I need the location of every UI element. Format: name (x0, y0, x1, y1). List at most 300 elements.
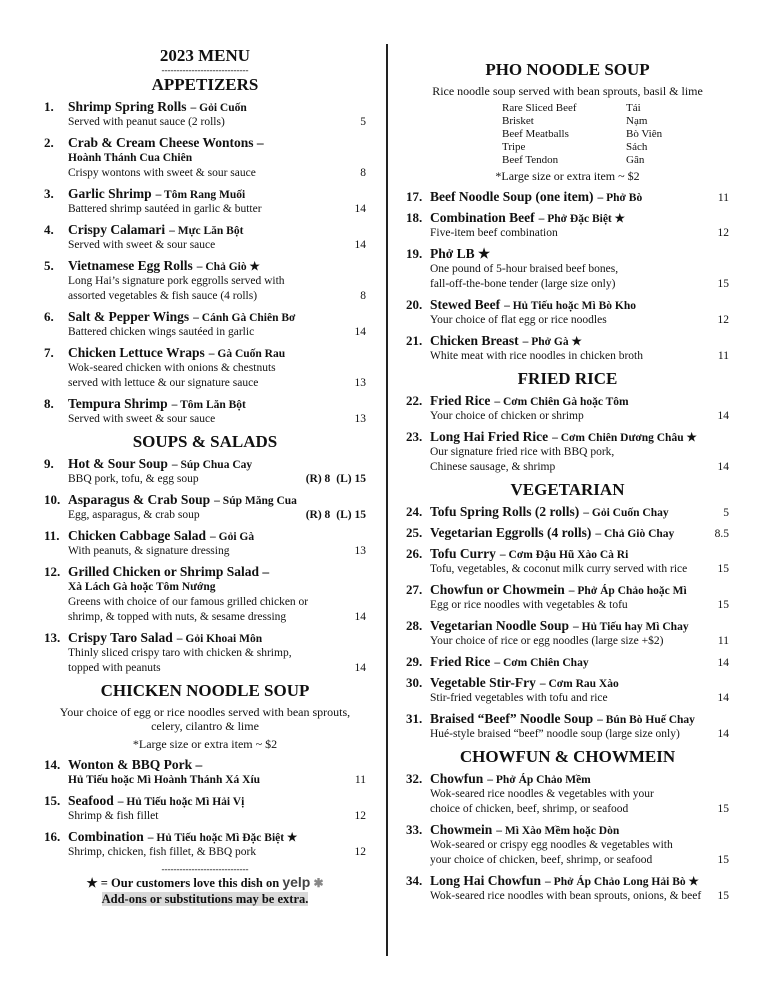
menu-item-header (406, 210, 729, 226)
item-description (406, 727, 729, 742)
item-price: 14 (717, 410, 729, 422)
menu-item (406, 873, 729, 904)
item-vietnamese-name: Hủ Tiếu hoặc Mì Hoành Thánh Xá Xíu (68, 774, 261, 786)
item-vietnamese-name: – Gỏi Gà (210, 531, 255, 543)
menu-item (406, 333, 729, 364)
item-number: 22. (406, 393, 423, 408)
item-vietnamese-name: – Súp Măng Cua (214, 495, 297, 507)
menu-item-header (406, 675, 729, 691)
item-description-line: Thinly sliced crispy taro with chicken & shrimp, (68, 647, 292, 659)
item-description (406, 277, 729, 292)
menu-item (406, 822, 729, 868)
pho-cut-vietnamese: Bò Viên (626, 128, 663, 140)
item-description (44, 544, 366, 559)
section-title-vegetarian: VEGETARIAN (510, 480, 625, 499)
menu-item-header (406, 582, 729, 598)
item-number: 2. (44, 135, 54, 150)
item-number: 14. (44, 757, 61, 772)
menu-item (44, 99, 366, 130)
item-name: Vegetarian Noodle Soup (430, 618, 570, 633)
menu-item-header (44, 345, 366, 361)
item-price: 14 (717, 657, 729, 669)
menu-item-header (406, 246, 729, 262)
item-description (406, 445, 729, 460)
item-price: 15 (717, 803, 729, 815)
left-column (44, 40, 366, 907)
item-vietnamese-name: – Gỏi Cuốn Chay (583, 507, 669, 519)
item-number: 12. (44, 564, 61, 579)
vegetarian-list (406, 504, 729, 742)
menu-item (406, 582, 729, 613)
item-description (44, 472, 366, 487)
item-number: 24. (406, 504, 423, 519)
item-vietnamese-name: – Mì Xào Mềm hoặc Dòn (496, 825, 620, 837)
menu-item-header (44, 757, 366, 773)
item-price: 11 (354, 774, 366, 786)
item-description-line: Wok-seared chicken with onions & chestnuts (68, 362, 276, 374)
item-vietnamese-name: Xà Lách Gà hoặc Tôm Nướng (68, 581, 216, 593)
menu-item (44, 258, 366, 304)
menu-item (406, 210, 729, 241)
item-description (44, 115, 366, 130)
pho-subtitle: Rice noodle soup served with bean sprouts, basil & lime (432, 84, 703, 98)
item-description-line: Egg, asparagus, & crab soup (68, 509, 200, 521)
item-price: 14 (354, 239, 366, 251)
item-vietnamese-name: – Hủ Tiếu hoặc Mì Bò Kho (504, 300, 636, 312)
item-vietnamese-name: – Chả Giò ★ (196, 261, 260, 273)
item-vietnamese-name: – Hủ Tiếu hoặc Mì Đặc Biệt ★ (147, 832, 298, 844)
menu-item (44, 829, 366, 860)
item-number: 3. (44, 186, 54, 201)
item-number: 26. (406, 546, 423, 561)
item-name: Vegetarian Eggrolls (4 rolls) (430, 525, 592, 540)
item-number: 5. (44, 258, 54, 273)
item-price-sizes (306, 472, 366, 487)
menu-item-header (44, 186, 366, 202)
item-description-line: Five-item beef combination (430, 227, 558, 239)
section-title-soups-salads: SOUPS & SALADS (132, 432, 278, 451)
item-vietnamese-name: – Cơm Rau Xào (539, 678, 619, 690)
item-price: 14 (717, 728, 729, 740)
item-name: Garlic Shrimp (68, 186, 152, 201)
item-vietnamese-name: – Bún Bò Huế Chay (597, 714, 695, 726)
pho-cut-row (502, 141, 729, 154)
menu-item-header (406, 525, 729, 541)
menu-item (44, 492, 366, 523)
pho-list (406, 189, 729, 364)
menu-item (406, 654, 729, 670)
item-description (406, 802, 729, 817)
item-number: 29. (406, 654, 423, 669)
item-price: 14 (354, 662, 366, 674)
footer-addons-note: Add-ons or substitutions may be extra. (101, 892, 309, 906)
item-name: Chowmein (430, 822, 493, 837)
item-name: Crispy Calamari (68, 222, 166, 237)
item-description (44, 809, 366, 824)
item-name: Chowfun or Chowmein (430, 582, 565, 597)
item-description-line: Served with peanut sauce (2 rolls) (68, 116, 225, 128)
item-name: Hot & Sour Soup (68, 456, 168, 471)
pho-cut-english: Brisket (502, 115, 534, 127)
item-vietnamese-name: – Cơm Đậu Hũ Xào Cà Ri (499, 549, 629, 561)
price-regular: (R) 8 (305, 473, 331, 485)
pho-cut-vietnamese: Nạm (626, 115, 648, 127)
item-description (44, 661, 366, 676)
item-number: 32. (406, 771, 423, 786)
item-number: 11. (44, 528, 60, 543)
menu-item-header (44, 396, 366, 412)
yelp-burst-icon: ✱ (313, 876, 324, 890)
menu-item-header (44, 456, 366, 472)
item-name: Fried Rice (430, 654, 491, 669)
item-description-line: BBQ pork, tofu, & egg soup (68, 473, 199, 485)
item-name: Combination Beef (430, 210, 535, 225)
item-description-line: Egg or rice noodles with vegetables & tofu (430, 599, 628, 611)
item-description-line: your choice of chicken, beef, shrimp, or seafood (430, 854, 653, 866)
item-description (406, 409, 729, 424)
item-price: 13 (354, 545, 366, 557)
item-description (406, 460, 729, 475)
item-description (44, 595, 366, 610)
chicken-soup-subtitle-1: Your choice of egg or rice noodles served with bean sprouts, (59, 705, 351, 719)
price-regular: (R) 8 (305, 509, 331, 521)
menu-item-header (406, 333, 729, 349)
item-vietnamese-name: Hoành Thánh Cua Chiên (68, 152, 193, 164)
item-number: 23. (406, 429, 423, 444)
item-price-sizes (306, 508, 366, 523)
item-description (44, 845, 366, 860)
item-description (44, 412, 366, 427)
item-number: 9. (44, 456, 54, 471)
item-price: 8.5 (714, 528, 729, 540)
item-description (44, 274, 366, 289)
item-name: Seafood (68, 793, 114, 808)
item-price: 14 (354, 326, 366, 338)
item-name: Combination (68, 829, 144, 844)
item-price: 15 (717, 854, 729, 866)
item-number: 16. (44, 829, 61, 844)
menu-item-header (44, 222, 366, 238)
menu-item-header (406, 429, 729, 445)
item-name: Wonton & BBQ Pork – (68, 757, 203, 772)
menu-item-header (44, 564, 366, 580)
menu-item (44, 528, 366, 559)
item-name: Shrimp Spring Rolls (68, 99, 187, 114)
item-description-line: Your choice of rice or egg noodles (large size +$2) (430, 635, 664, 647)
menu-item-header (406, 822, 729, 838)
menu-item (44, 564, 366, 625)
section-title-fried-rice: FRIED RICE (517, 369, 618, 388)
footer (44, 874, 366, 907)
menu-item (44, 186, 366, 217)
item-description-line: Chinese sausage, & shrimp (430, 461, 556, 473)
item-number: 34. (406, 873, 423, 888)
menu-item-header (44, 793, 366, 809)
menu-item-header (406, 297, 729, 313)
item-description (406, 226, 729, 241)
menu-item (406, 189, 729, 205)
pho-cut-vietnamese: Sách (626, 141, 648, 153)
item-description (406, 838, 729, 853)
footer-dashes: ----------------------------- (161, 864, 249, 874)
item-description (406, 349, 729, 364)
item-number: 27. (406, 582, 423, 597)
menu-item-header (44, 309, 366, 325)
chicken-soup-note: *Large size or extra item ~ $2 (132, 737, 278, 751)
item-description (406, 598, 729, 613)
item-number: 10. (44, 492, 61, 507)
item-number: 30. (406, 675, 423, 690)
item-description (406, 262, 729, 277)
menu-item (44, 135, 366, 181)
menu-item-header (44, 528, 366, 544)
item-number: 25. (406, 525, 423, 540)
item-price: 11 (717, 192, 729, 204)
pho-cut-vietnamese: Tái (626, 102, 641, 114)
item-number: 8. (44, 396, 54, 411)
item-vietnamese-line (44, 151, 366, 166)
item-name: Chicken Lettuce Wraps (68, 345, 205, 360)
menu-item (406, 246, 729, 292)
item-description-line: Shrimp & fish fillet (68, 810, 159, 822)
item-description-line: Greens with choice of our famous grilled chicken or (68, 596, 309, 608)
price-large: (L) 15 (336, 473, 366, 485)
item-description-line: Your choice of flat egg or rice noodles (430, 314, 607, 326)
menu-item-header (44, 630, 366, 646)
pho-cuts-table (502, 102, 729, 167)
item-price: 11 (717, 350, 729, 362)
item-description (44, 202, 366, 217)
item-description-line: White meat with rice noodles in chicken broth (430, 350, 644, 362)
item-vietnamese-name: – Hủ Tiếu hay Mì Chay (573, 621, 689, 633)
section-title-pho: PHO NOODLE SOUP (485, 60, 650, 79)
item-number: 28. (406, 618, 423, 633)
menu-item-header (406, 504, 729, 520)
item-description (44, 325, 366, 340)
item-description (406, 853, 729, 868)
pho-cut-english: Rare Sliced Beef (502, 102, 577, 114)
item-number: 19. (406, 246, 423, 261)
appetizers-list (44, 99, 366, 427)
item-name: Asparagus & Crab Soup (68, 492, 211, 507)
item-vietnamese-name: – Cơm Chiên Gà hoặc Tôm (494, 396, 629, 408)
item-name: Tempura Shrimp (68, 396, 168, 411)
item-vietnamese-name: – Gỏi Cuốn (190, 102, 247, 114)
item-description-line: topped with peanuts (68, 662, 161, 674)
menu-item (406, 297, 729, 328)
menu-item (406, 771, 729, 817)
price-large: (L) 15 (336, 509, 366, 521)
item-description-line: Our signature fried rice with BBQ pork, (430, 446, 615, 458)
item-description-line: Served with sweet & sour sauce (68, 239, 216, 251)
item-price: 12 (354, 810, 366, 822)
item-description (406, 634, 729, 649)
item-price: 14 (354, 203, 366, 215)
menu-item (44, 757, 366, 788)
chicken-soup-list (44, 757, 366, 860)
item-description-line: Shrimp, chicken, fish fillet, & BBQ pork (68, 846, 257, 858)
item-vietnamese-name: – Cánh Gà Chiên Bơ (193, 312, 296, 324)
item-vietnamese-name: – Chả Giò Chay (595, 528, 675, 540)
item-price: 8 (360, 290, 366, 302)
item-name: Vegetable Stir-Fry (430, 675, 536, 690)
item-vietnamese-name: – Mực Lăn Bột (169, 225, 244, 237)
menu-item-header (406, 618, 729, 634)
pho-cut-vietnamese: Gân (626, 154, 645, 166)
menu-item-header (406, 711, 729, 727)
item-name: Salt & Pepper Wings (68, 309, 190, 324)
item-description (44, 361, 366, 376)
item-number: 18. (406, 210, 423, 225)
menu-item (44, 630, 366, 676)
item-description-line: Wok-seared rice noodles with bean sprouts, onions, & beef (430, 890, 702, 902)
item-description-line: Hué-style braised “beef” noodle soup (large size only) (430, 728, 680, 740)
item-name: Chicken Cabbage Salad (68, 528, 207, 543)
item-description-line: One pound of 5-hour braised beef bones, (430, 263, 619, 275)
pho-note: *Large size or extra item ~ $2 (495, 169, 640, 183)
item-vietnamese-name: – Phở Áp Chảo Mềm (487, 774, 591, 786)
item-price: 5 (723, 507, 729, 519)
title-underline: ----------------------------- (161, 65, 249, 75)
item-description-line: Long Hai’s signature pork eggrolls served with (68, 275, 285, 287)
item-price: 5 (360, 116, 366, 128)
menu-item-header (406, 654, 729, 670)
item-number: 21. (406, 333, 423, 348)
item-price: 15 (717, 278, 729, 290)
menu-item-header (44, 258, 366, 274)
menu-item-header (406, 546, 729, 562)
item-name: Braised “Beef” Noodle Soup (430, 711, 594, 726)
menu-item-header (406, 393, 729, 409)
item-number: 33. (406, 822, 423, 837)
item-description (44, 508, 366, 523)
item-description-line: Crispy wontons with sweet & sour sauce (68, 167, 256, 179)
item-price: 15 (717, 599, 729, 611)
item-vietnamese-name: – Gỏi Khoai Môn (176, 633, 263, 645)
item-description (44, 289, 366, 304)
item-description-line: Your choice of chicken or shrimp (430, 410, 584, 422)
item-price: 12 (717, 314, 729, 326)
menu-item-header (44, 829, 366, 845)
item-price: 12 (354, 846, 366, 858)
menu-item (406, 393, 729, 424)
item-name: Fried Rice (430, 393, 491, 408)
menu-item-header (44, 99, 366, 115)
column-divider (386, 44, 388, 956)
menu-item (406, 618, 729, 649)
item-name: Crab & Cream Cheese Wontons – (68, 135, 264, 150)
menu-item-header (406, 873, 729, 889)
soups-list (44, 456, 366, 676)
item-description (44, 376, 366, 391)
item-price: 14 (717, 692, 729, 704)
menu-item-header (44, 492, 366, 508)
item-description (44, 238, 366, 253)
item-price: 15 (717, 563, 729, 575)
item-name: Beef Noodle Soup (one item) (430, 189, 594, 204)
chowfun-list (406, 771, 729, 904)
item-price: 8 (360, 167, 366, 179)
pho-cut-english: Beef Tendon (502, 154, 559, 166)
item-name: Stewed Beef (430, 297, 501, 312)
item-name: Grilled Chicken or Shrimp Salad – (68, 564, 270, 579)
menu-item (406, 525, 729, 541)
pho-cut-row (502, 115, 729, 128)
item-vietnamese-name: – Tôm Rang Muối (155, 189, 246, 201)
menu-item (406, 504, 729, 520)
item-number: 7. (44, 345, 54, 360)
item-description (406, 889, 729, 904)
pho-cut-row (502, 154, 729, 167)
yelp-logo: yelp (282, 874, 311, 890)
item-name: Phở LB ★ (430, 246, 491, 261)
item-vietnamese-line (44, 773, 366, 788)
item-description-line: shrimp, & topped with nuts, & sesame dressing (68, 611, 287, 623)
pho-cut-row (502, 128, 729, 141)
item-name: Chicken Breast (430, 333, 519, 348)
menu-item (44, 793, 366, 824)
item-name: Chowfun (430, 771, 484, 786)
item-description (44, 166, 366, 181)
item-number: 1. (44, 99, 54, 114)
item-description (406, 562, 729, 577)
item-description-line: Wok-seared rice noodles & vegetables with your (430, 788, 654, 800)
item-price: 13 (354, 413, 366, 425)
item-description (406, 313, 729, 328)
item-description-line: With peanuts, & signature dressing (68, 545, 230, 557)
item-vietnamese-name: – Phở Đặc Biệt ★ (538, 213, 625, 225)
item-number: 4. (44, 222, 54, 237)
item-price: 13 (354, 377, 366, 389)
item-name: Long Hai Fried Rice (430, 429, 549, 444)
menu-item-header (406, 771, 729, 787)
item-vietnamese-name: – Phở Gà ★ (522, 336, 582, 348)
menu-title: 2023 MENU (159, 46, 251, 65)
footer-star-note: ★ = Our customers love this dish on (86, 876, 280, 890)
item-description-line: Tofu, vegetables, & coconut milk curry served with rice (430, 563, 688, 575)
pho-cut-english: Tripe (502, 141, 526, 153)
item-vietnamese-name: – Tôm Lăn Bột (171, 399, 246, 411)
item-description-line: assorted vegetables & fish sauce (4 rolls) (68, 290, 258, 302)
item-description-line: fall-off-the-bone tender (large size only) (430, 278, 616, 290)
item-name: Long Hai Chowfun (430, 873, 542, 888)
item-description-line: Stir-fried vegetables with tofu and rice (430, 692, 608, 704)
pho-cut-row (502, 102, 729, 115)
item-name: Tofu Spring Rolls (2 rolls) (430, 504, 580, 519)
section-title-chowfun-chowmein: CHOWFUN & CHOWMEIN (459, 747, 676, 766)
item-description-line: choice of chicken, beef, shrimp, or seafood (430, 803, 629, 815)
item-description (406, 787, 729, 802)
item-price: 14 (717, 461, 729, 473)
section-title-appetizers: APPETIZERS (151, 75, 259, 94)
menu-item (44, 456, 366, 487)
menu-item-header (44, 135, 366, 151)
menu-item (406, 711, 729, 742)
menu-item (406, 675, 729, 706)
menu-item (406, 546, 729, 577)
item-description-line: Wok-seared or crispy egg noodles & vegetables with (430, 839, 673, 851)
item-number: 20. (406, 297, 423, 312)
item-vietnamese-name: – Cơm Chiên Dương Châu ★ (552, 432, 697, 444)
item-description (44, 610, 366, 625)
item-name: Tofu Curry (430, 546, 496, 561)
item-description-line: served with lettuce & our signature sauce (68, 377, 259, 389)
menu-item (44, 345, 366, 391)
item-name: Crispy Taro Salad (68, 630, 173, 645)
item-description-line: Battered shrimp sautéed in garlic & butter (68, 203, 262, 215)
item-vietnamese-name: – Phở Áp Chảo Long Hải Bò ★ (545, 876, 699, 888)
item-price: 11 (717, 635, 729, 647)
